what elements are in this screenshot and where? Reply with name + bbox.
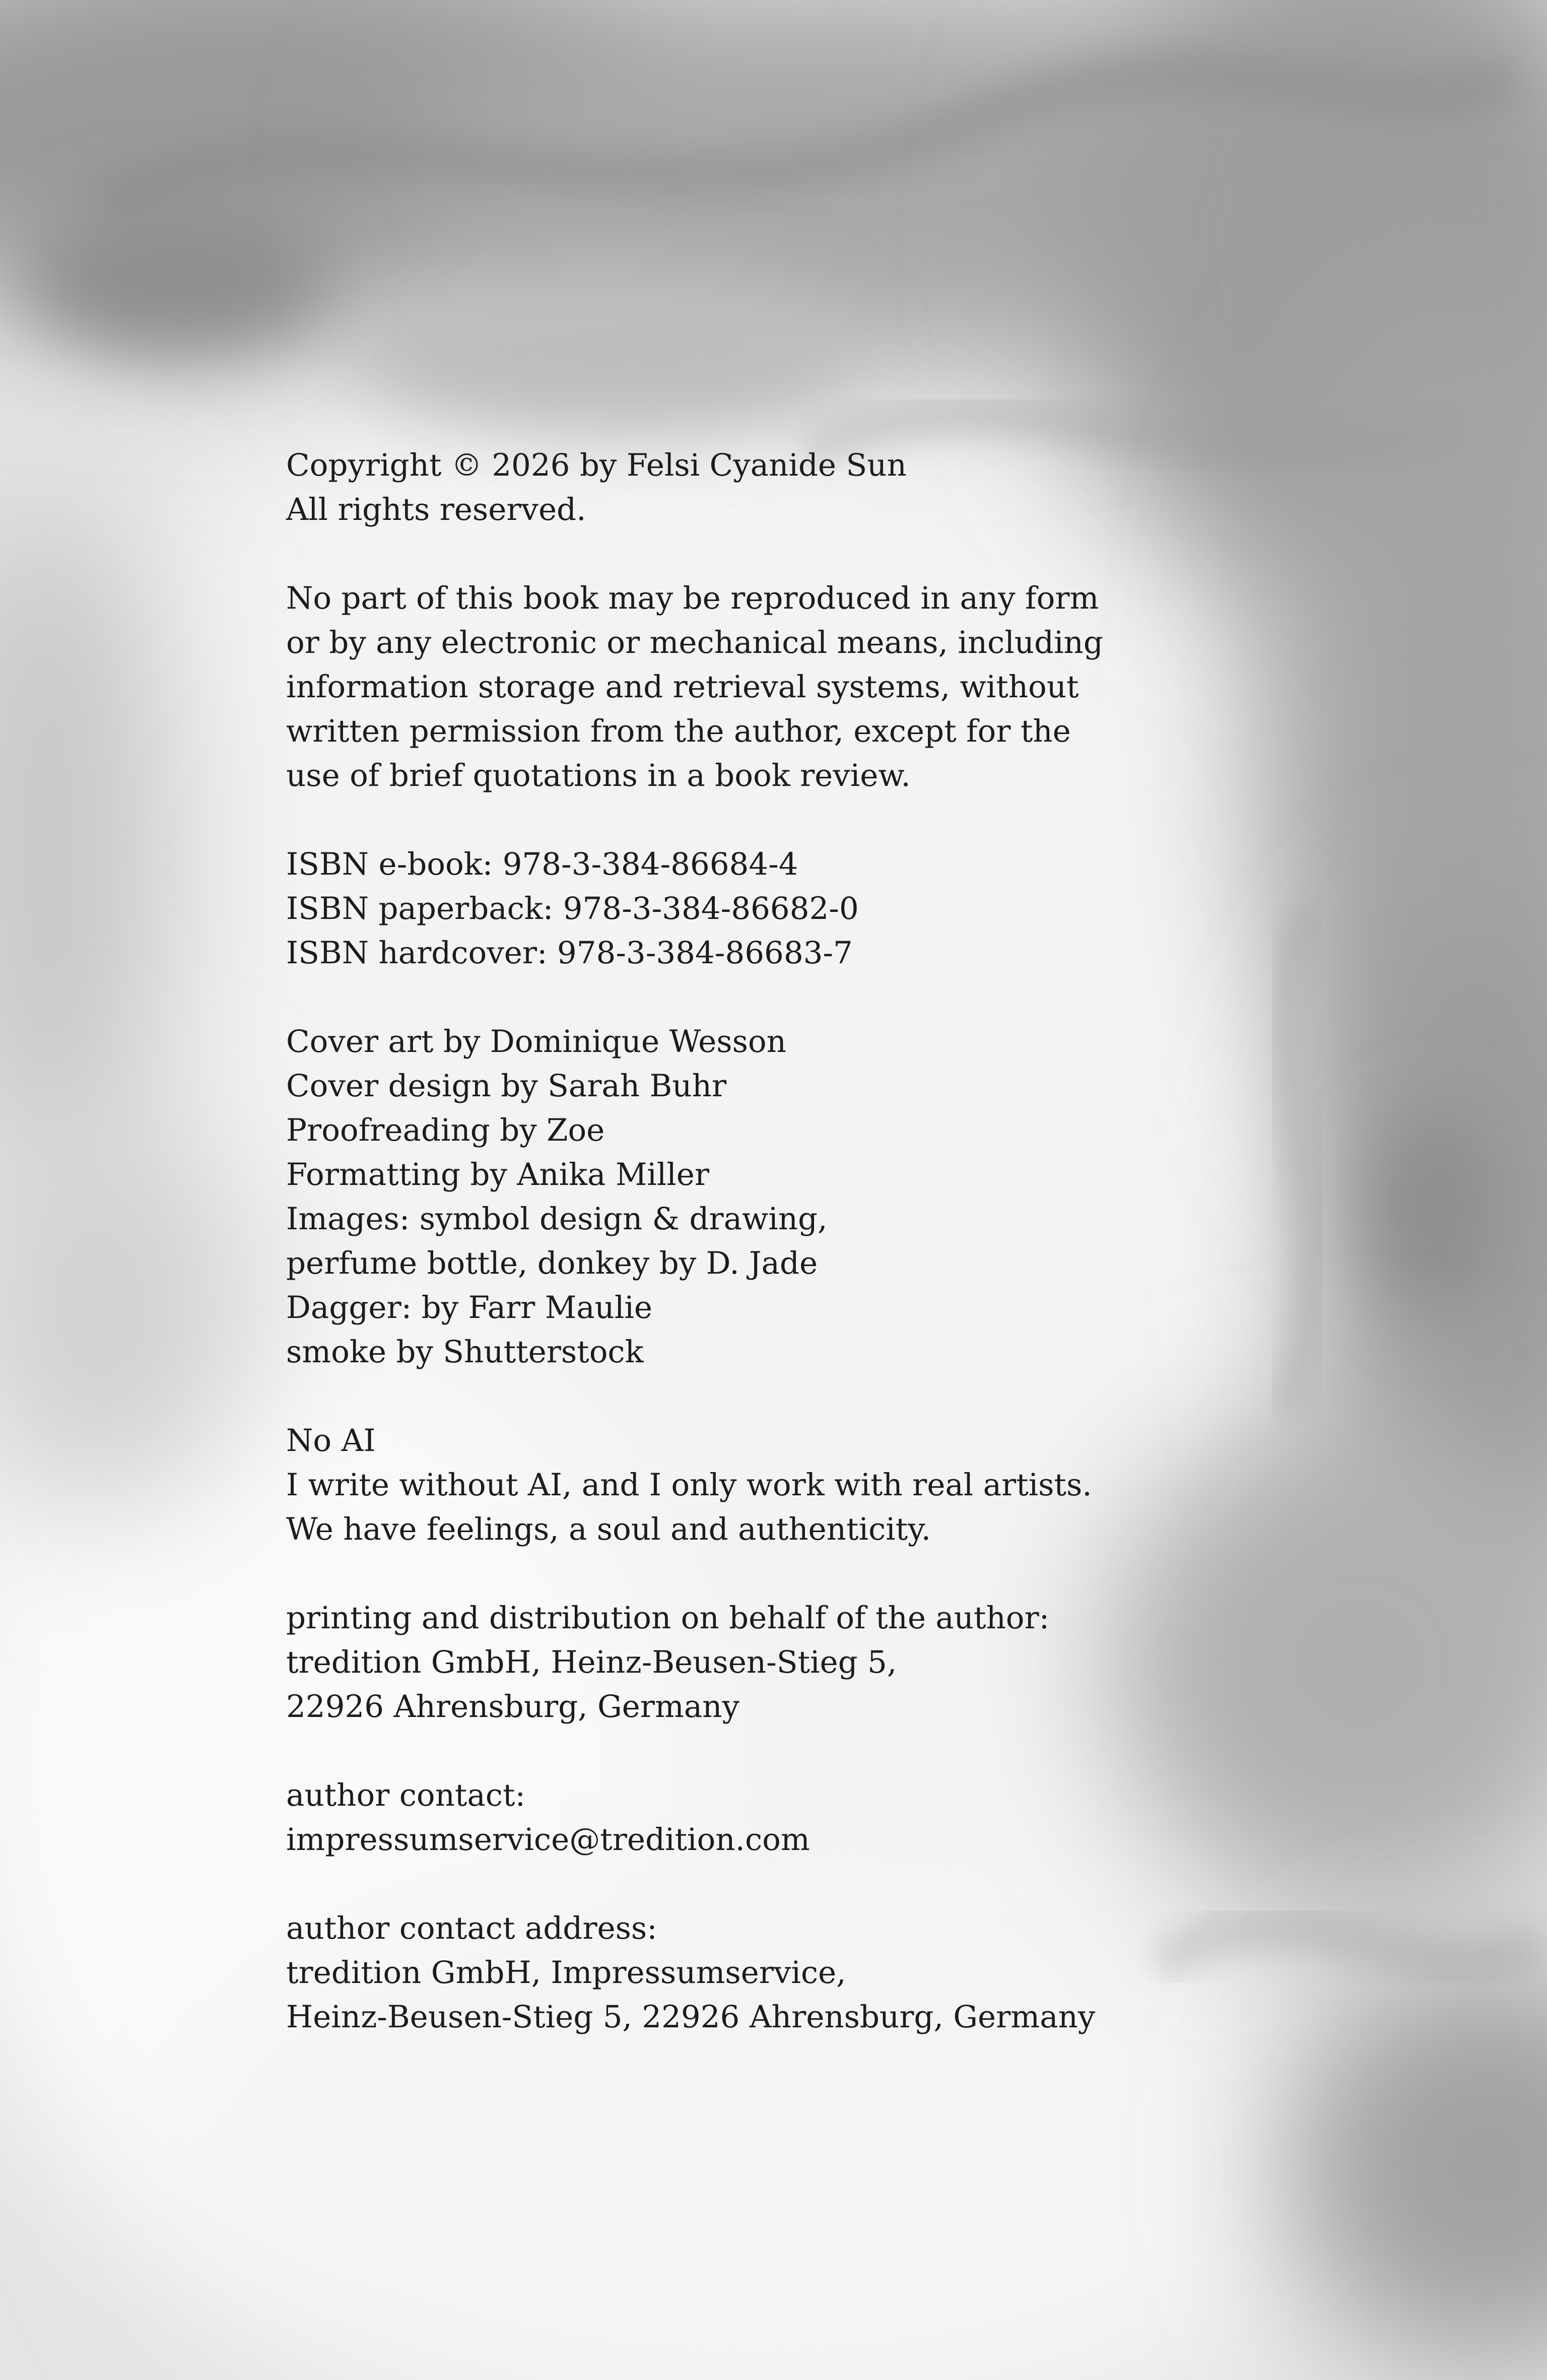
reproduction-notice — [286, 576, 1294, 798]
contact-section — [286, 1773, 1294, 1862]
credit-line: smoke by Shutterstock — [286, 1330, 1294, 1374]
no-ai-line: We have feelings, a soul and authenticity. — [286, 1507, 1294, 1552]
imprint-text — [286, 443, 1294, 2039]
credit-line: Cover art by Dominique Wesson — [286, 1020, 1294, 1064]
notice-line: No part of this book may be reproduced in any form — [286, 576, 1294, 621]
notice-line: use of brief quotations in a book review. — [286, 754, 1294, 798]
credit-line: Formatting by Anika Miller — [286, 1153, 1294, 1197]
isbn-ebook: ISBN e-book: 978-3-384-86684-4 — [286, 842, 1294, 887]
printing-line: printing and distribution on behalf of the author: — [286, 1596, 1294, 1640]
printing-line: 22926 Ahrensburg, Germany — [286, 1685, 1294, 1729]
credit-line: Images: symbol design & drawing, — [286, 1197, 1294, 1241]
address-label: author contact address: — [286, 1906, 1294, 1951]
rights-reserved: All rights reserved. — [286, 488, 1294, 532]
no-ai-section — [286, 1419, 1294, 1552]
printing-line: tredition GmbH, Heinz-Beusen-Stieg 5, — [286, 1640, 1294, 1685]
isbn-section — [286, 842, 1294, 975]
copyright-section — [286, 443, 1294, 532]
isbn-paperback: ISBN paperback: 978-3-384-86682-0 — [286, 887, 1294, 931]
address-line: tredition GmbH, Impressumservice, — [286, 1951, 1294, 1995]
notice-line: or by any electronic or mechanical means, including — [286, 621, 1294, 665]
credit-line: Dagger: by Farr Maulie — [286, 1286, 1294, 1330]
isbn-hardcover: ISBN hardcover: 978-3-384-86683-7 — [286, 931, 1294, 975]
no-ai-line: I write without AI, and I only work with real artists. — [286, 1463, 1294, 1507]
address-line: Heinz-Beusen-Stieg 5, 22926 Ahrensburg, Germany — [286, 1995, 1294, 2039]
credit-line: Proofreading by Zoe — [286, 1108, 1294, 1153]
contact-email: impressumservice@tredition.com — [286, 1818, 1294, 1862]
credit-line: perfume bottle, donkey by D. Jade — [286, 1241, 1294, 1286]
contact-label: author contact: — [286, 1773, 1294, 1818]
printing-section — [286, 1596, 1294, 1729]
notice-line: written permission from the author, except for the — [286, 709, 1294, 754]
credit-line: Cover design by Sarah Buhr — [286, 1064, 1294, 1108]
address-section — [286, 1906, 1294, 2039]
no-ai-heading: No AI — [286, 1419, 1294, 1463]
copyright-line: Copyright © 2026 by Felsi Cyanide Sun — [286, 443, 1294, 488]
credits-section — [286, 1020, 1294, 1374]
notice-line: information storage and retrieval systems, without — [286, 665, 1294, 709]
